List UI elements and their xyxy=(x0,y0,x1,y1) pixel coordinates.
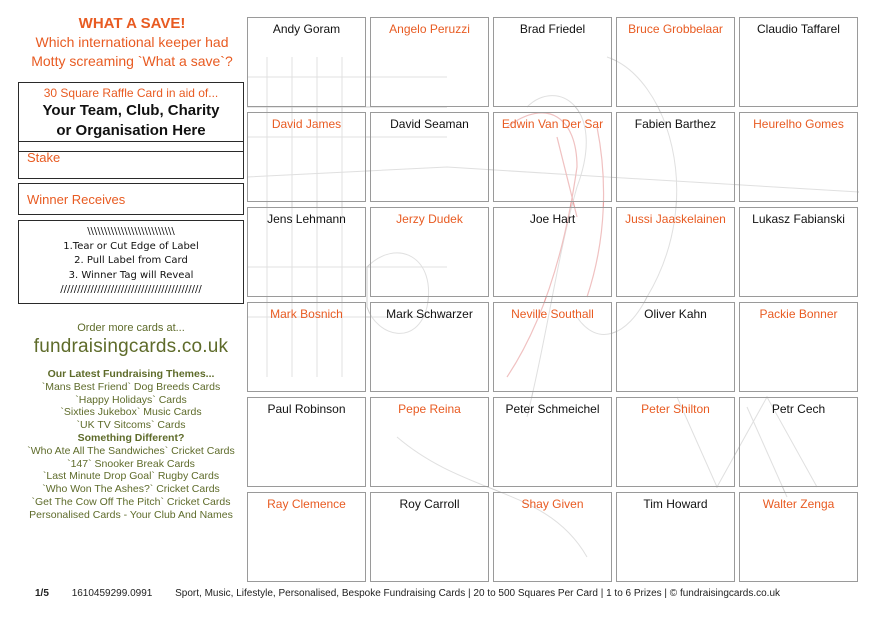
raffle-square[interactable]: Jussi Jaaskelainen xyxy=(616,207,735,297)
raffle-square[interactable]: Jens Lehmann xyxy=(247,207,366,297)
footer xyxy=(35,588,800,599)
question-line-2: Motty screaming `What a save`? xyxy=(31,53,233,69)
raffle-square[interactable]: Packie Bonner xyxy=(739,302,858,392)
raffle-square[interactable]: Shay Given xyxy=(493,492,612,582)
organisation-line-1: Your Team, Club, Charity xyxy=(42,102,220,119)
themes-header: Our Latest Fundraising Themes... xyxy=(47,368,215,380)
raffle-square[interactable]: David James xyxy=(247,112,366,202)
theme-item: Personalised Cards - Your Club And Names xyxy=(29,508,233,521)
raffle-square[interactable]: Jerzy Dudek xyxy=(370,207,489,297)
instruction-step-3: 3. Winner Tag will Reveal xyxy=(68,269,194,281)
order-text: Order more cards at... xyxy=(77,322,185,334)
theme-item: `Who Won The Ashes?` Cricket Cards xyxy=(42,483,220,496)
stake-label: Stake xyxy=(27,150,61,165)
theme-item: `Happy Holidays` Cards xyxy=(75,393,187,406)
theme-item: `Who Ate All The Sandwiches` Cricket Cards xyxy=(27,444,235,457)
raffle-square[interactable]: Brad Friedel xyxy=(493,17,612,107)
title-block xyxy=(18,14,246,71)
raffle-square[interactable]: Joe Hart xyxy=(493,207,612,297)
winner-label: Winner Receives xyxy=(27,192,126,207)
order-block xyxy=(18,322,244,358)
raffle-square[interactable]: Neville Southall xyxy=(493,302,612,392)
theme-item: `UK TV Sitcoms` Cards xyxy=(76,419,186,432)
raffle-square[interactable]: David Seaman xyxy=(370,112,489,202)
theme-item: `Get The Cow Off The Pitch` Cricket Cards xyxy=(31,495,231,508)
raffle-square[interactable]: Lukasz Fabianski xyxy=(739,207,858,297)
stake-field[interactable] xyxy=(18,141,244,179)
raffle-square[interactable]: Angelo Peruzzi xyxy=(370,17,489,107)
raffle-square[interactable]: Bruce Grobbelaar xyxy=(616,17,735,107)
raffle-square[interactable]: Peter Shilton xyxy=(616,397,735,487)
theme-item: `Mans Best Friend` Dog Breeds Cards xyxy=(41,380,221,393)
themes-list xyxy=(18,368,244,522)
raffle-square[interactable]: Roy Carroll xyxy=(370,492,489,582)
raffle-square[interactable]: Paul Robinson xyxy=(247,397,366,487)
raffle-square[interactable]: Mark Schwarzer xyxy=(370,302,489,392)
organisation-line-2: or Organisation Here xyxy=(56,122,206,139)
page-number: 1/5 xyxy=(35,588,49,599)
website-link[interactable]: fundraisingcards.co.uk xyxy=(33,336,229,357)
theme-item: `Last Minute Drop Goal` Rugby Cards xyxy=(42,470,220,483)
raffle-square[interactable]: Tim Howard xyxy=(616,492,735,582)
raffle-square[interactable]: Heurelho Gomes xyxy=(739,112,858,202)
left-panel xyxy=(18,14,246,521)
instructions-top-border: \\\\\\\\\\\\\\\\\\\\\\\\\\ xyxy=(87,226,175,237)
raffle-grid xyxy=(247,17,859,587)
themes-header-2: Something Different? xyxy=(77,431,185,444)
card-intro: 30 Square Raffle Card in aid of... xyxy=(43,86,219,100)
raffle-square[interactable]: Ray Clemence xyxy=(247,492,366,582)
footer-tagline: Sport, Music, Lifestyle, Personalised, Bespoke Fundraising Cards | 20 to 500 Squares Per Card | 1 to 6 Prizes | © fundraisingcards.co.uk xyxy=(175,588,781,599)
card-title: WHAT A SAVE! xyxy=(78,15,186,32)
theme-item: `147` Snooker Break Cards xyxy=(67,457,195,470)
raffle-square[interactable]: Andy Goram xyxy=(247,17,366,107)
raffle-square[interactable]: Walter Zenga xyxy=(739,492,858,582)
card-code: 1610459299.0991 xyxy=(71,588,153,599)
raffle-square[interactable]: Edwin Van Der Sar xyxy=(493,112,612,202)
raffle-square[interactable]: Fabien Barthez xyxy=(616,112,735,202)
instruction-step-2: 2. Pull Label from Card xyxy=(74,255,188,266)
instructions-box xyxy=(18,220,244,304)
raffle-square[interactable]: Oliver Kahn xyxy=(616,302,735,392)
question-line-1: Which international keeper had xyxy=(35,34,229,50)
instruction-step-1: 1.Tear or Cut Edge of Label xyxy=(63,240,199,252)
raffle-square[interactable]: Mark Bosnich xyxy=(247,302,366,392)
winner-field[interactable] xyxy=(18,183,244,215)
raffle-square[interactable]: Pepe Reina xyxy=(370,397,489,487)
raffle-square[interactable]: Peter Schmeichel xyxy=(493,397,612,487)
instructions-bottom-border: ////////////////////////////////////////// xyxy=(60,284,202,295)
raffle-square[interactable]: Claudio Taffarel xyxy=(739,17,858,107)
raffle-square[interactable]: Petr Cech xyxy=(739,397,858,487)
theme-item: `Sixties Jukebox` Music Cards xyxy=(60,406,202,419)
